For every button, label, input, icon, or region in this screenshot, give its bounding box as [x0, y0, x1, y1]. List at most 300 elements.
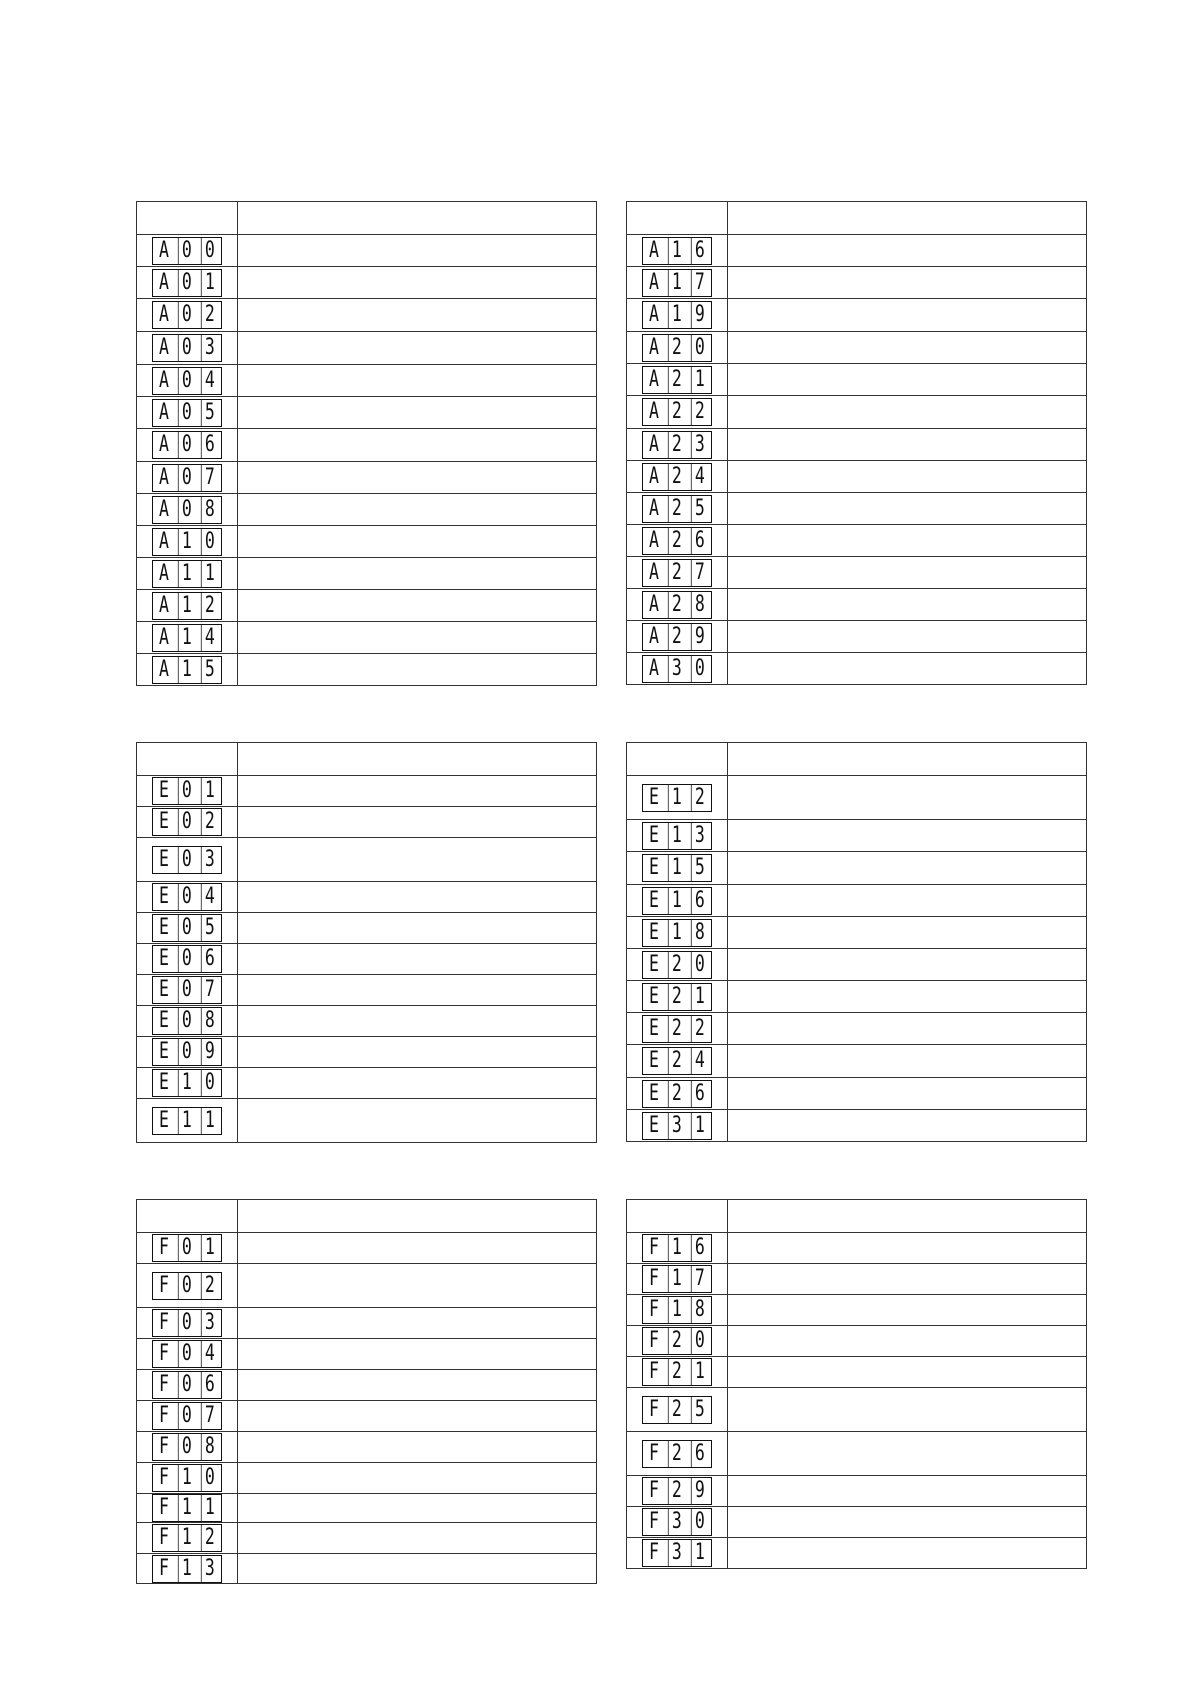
segment-digit: 6	[691, 888, 708, 914]
segment-digit: 1	[178, 1465, 195, 1491]
segment-digit: 2	[201, 809, 218, 835]
segment-digit: F	[649, 1235, 659, 1260]
code-cell	[137, 975, 238, 1006]
segment-digit: 3	[691, 432, 708, 458]
code-cell	[137, 1233, 238, 1264]
table-row	[137, 526, 597, 558]
segment-digit: 3	[668, 1113, 685, 1139]
description-cell	[728, 1110, 1087, 1142]
segment-digit: 8	[201, 1434, 218, 1460]
segment-digit: 1	[178, 529, 195, 555]
description-cell	[728, 364, 1087, 396]
column-header-description	[728, 743, 1087, 776]
segment-digit: F	[649, 1396, 659, 1422]
segment-digit: 1	[201, 1108, 218, 1134]
description-cell	[728, 1295, 1087, 1326]
code-cell	[137, 1037, 238, 1068]
code-cell	[137, 299, 238, 332]
segment-digit: 6	[201, 946, 218, 972]
segment-digit: 1	[201, 1495, 218, 1521]
segment-digit: A	[159, 592, 169, 618]
segment-digit: 0	[178, 809, 195, 835]
table-header-row	[137, 743, 597, 776]
description-cell	[728, 820, 1087, 852]
segment-digit: E	[649, 919, 659, 945]
segment-digit: E	[649, 784, 659, 810]
table-row	[627, 1110, 1087, 1142]
table-header-row	[627, 743, 1087, 776]
table-row	[137, 332, 597, 365]
segment-digit: 1	[178, 561, 195, 587]
seven-segment-code-display	[642, 1358, 712, 1386]
table-header-row	[627, 202, 1087, 235]
table-row	[137, 397, 597, 429]
segment-digit: F	[159, 1372, 169, 1397]
description-cell	[728, 332, 1087, 364]
description-cell	[238, 622, 597, 654]
seven-segment-code-display	[642, 1396, 712, 1424]
code-cell	[627, 267, 728, 299]
segment-digit: A	[649, 334, 659, 360]
segment-digit: 1	[691, 1359, 708, 1385]
table-row	[627, 267, 1087, 299]
description-cell	[238, 365, 597, 397]
segment-digit: 2	[668, 1016, 685, 1042]
segment-digit: 0	[178, 497, 195, 523]
table-row	[137, 807, 597, 838]
seven-segment-code-display	[152, 1309, 222, 1337]
segment-digit: 1	[668, 888, 685, 914]
code-cell	[627, 396, 728, 429]
table-row	[627, 1476, 1087, 1507]
table-row	[627, 1045, 1087, 1078]
segment-digit: 0	[178, 946, 195, 972]
segment-digit: 0	[178, 1341, 195, 1367]
segment-digit: A	[649, 302, 659, 327]
code-cell	[137, 1099, 238, 1143]
description-cell	[728, 885, 1087, 917]
table-row	[627, 1357, 1087, 1388]
seven-segment-code-display	[642, 1296, 712, 1324]
description-cell	[238, 1006, 597, 1037]
seven-segment-code-display	[152, 1555, 222, 1583]
description-cell	[238, 913, 597, 944]
description-cell	[238, 975, 597, 1006]
table-row	[137, 838, 597, 882]
segment-digit: 1	[691, 1113, 708, 1139]
segment-digit: 2	[668, 464, 685, 490]
description-cell	[238, 1037, 597, 1068]
segment-digit: E	[649, 855, 659, 880]
segment-digit: F	[649, 1509, 659, 1534]
table-row	[627, 235, 1087, 267]
table-row	[137, 1006, 597, 1037]
segment-digit: A	[159, 624, 169, 650]
table-row	[627, 1264, 1087, 1295]
segment-digit: 0	[178, 302, 195, 328]
code-cell	[627, 621, 728, 653]
segment-digit: A	[649, 237, 659, 263]
seven-segment-code-display	[642, 301, 712, 329]
segment-digit: A	[159, 656, 169, 682]
segment-digit: 0	[691, 1328, 708, 1354]
segment-digit: 7	[691, 270, 708, 296]
code-cell	[627, 557, 728, 589]
table-row	[137, 1308, 597, 1339]
alarm-code-table-left	[136, 201, 597, 686]
segment-digit: 2	[668, 367, 685, 393]
code-cell	[627, 776, 728, 820]
table-row	[627, 493, 1087, 525]
seven-segment-code-display	[152, 431, 222, 459]
segment-digit: 9	[691, 1478, 708, 1504]
seven-segment-code-display	[642, 591, 712, 619]
segment-digit: 0	[178, 915, 195, 941]
segment-digit: 8	[691, 592, 708, 618]
segment-digit: 0	[178, 368, 195, 394]
segment-digit: 3	[201, 1310, 218, 1336]
table-row	[627, 1388, 1087, 1432]
segment-digit: E	[159, 1039, 169, 1064]
description-cell	[728, 396, 1087, 429]
segment-digit: E	[159, 884, 169, 909]
seven-segment-code-display	[642, 1539, 712, 1567]
code-cell	[137, 494, 238, 526]
segment-digit: 8	[691, 1297, 708, 1323]
table-row	[137, 558, 597, 590]
seven-segment-code-display	[642, 623, 712, 651]
segment-digit: 2	[668, 1328, 685, 1354]
segment-digit: A	[649, 623, 659, 649]
description-cell	[728, 461, 1087, 493]
table-row	[137, 590, 597, 622]
segment-digit: 3	[201, 847, 218, 873]
table-row	[137, 776, 597, 807]
seven-segment-code-display	[642, 951, 712, 979]
segment-digit: 3	[668, 1509, 685, 1535]
seven-segment-code-display	[152, 914, 222, 942]
seven-segment-code-display	[152, 1234, 222, 1262]
segment-digit: A	[159, 399, 169, 425]
segment-digit: 1	[201, 778, 218, 804]
seven-segment-code-display	[642, 887, 712, 915]
segment-digit: 1	[668, 920, 685, 946]
segment-digit: 2	[668, 496, 685, 522]
segment-digit: E	[649, 1048, 659, 1073]
table-row	[627, 557, 1087, 589]
fault-code-table-left	[136, 1199, 597, 1584]
code-cell	[627, 1326, 728, 1357]
segment-digit: 1	[668, 855, 685, 881]
segment-digit: 1	[691, 367, 708, 393]
code-cell	[137, 558, 238, 590]
description-cell	[728, 429, 1087, 461]
segment-digit: E	[159, 946, 169, 971]
table-row	[627, 396, 1087, 429]
table-row	[627, 429, 1087, 461]
error-code-table-right	[626, 742, 1087, 1142]
segment-digit: 5	[201, 657, 218, 683]
column-header-description	[238, 1200, 597, 1233]
segment-digit: A	[159, 464, 169, 490]
segment-digit: 2	[668, 592, 685, 618]
description-cell	[728, 1507, 1087, 1538]
table-row	[137, 654, 597, 686]
segment-digit: F	[649, 1478, 659, 1503]
segment-digit: A	[159, 269, 169, 295]
table-row	[137, 1068, 597, 1099]
description-cell	[728, 949, 1087, 981]
seven-segment-code-display	[642, 1112, 712, 1140]
segment-digit: F	[649, 1359, 659, 1384]
segment-digit: 2	[668, 1478, 685, 1504]
code-cell	[137, 622, 238, 654]
seven-segment-code-display	[642, 1080, 712, 1108]
description-cell	[238, 1554, 597, 1584]
seven-segment-code-display	[642, 269, 712, 297]
table-row	[627, 885, 1087, 917]
segment-digit: 2	[668, 1441, 685, 1467]
code-cell	[137, 332, 238, 365]
table-row	[627, 776, 1087, 820]
segment-digit: 0	[178, 1372, 195, 1398]
description-cell	[238, 1339, 597, 1370]
segment-digit: 4	[691, 464, 708, 490]
code-cell	[137, 1432, 238, 1463]
segment-digit: A	[649, 366, 659, 392]
code-cell	[627, 1538, 728, 1569]
seven-segment-code-display	[152, 808, 222, 836]
segment-digit: 4	[201, 1341, 218, 1367]
segment-digit: 6	[691, 528, 708, 554]
seven-segment-code-display	[642, 366, 712, 394]
table-row	[137, 235, 597, 267]
segment-digit: F	[159, 1465, 169, 1490]
segment-digit: 0	[178, 847, 195, 873]
segment-digit: 4	[201, 368, 218, 394]
segment-digit: 0	[201, 1070, 218, 1096]
segment-digit: A	[159, 432, 169, 457]
segment-digit: 0	[178, 238, 195, 264]
segment-digit: E	[649, 983, 659, 1009]
description-cell	[238, 267, 597, 299]
description-cell	[728, 589, 1087, 621]
segment-digit: 2	[668, 1397, 685, 1423]
segment-digit: 5	[201, 400, 218, 426]
segment-digit: E	[649, 1015, 659, 1041]
segment-digit: E	[159, 809, 169, 834]
segment-digit: A	[159, 560, 169, 586]
code-cell	[137, 397, 238, 429]
seven-segment-code-display	[642, 495, 712, 523]
table-row	[137, 1401, 597, 1432]
code-cell	[137, 838, 238, 882]
segment-digit: 2	[691, 1016, 708, 1042]
description-cell	[728, 1388, 1087, 1432]
segment-digit: 0	[178, 884, 195, 910]
description-cell	[238, 1264, 597, 1308]
description-cell	[238, 654, 597, 686]
segment-digit: 0	[178, 1403, 195, 1429]
segment-digit: 3	[201, 335, 218, 361]
segment-digit: 1	[691, 1540, 708, 1566]
code-cell	[137, 1339, 238, 1370]
segment-digit: 2	[201, 302, 218, 328]
segment-digit: 1	[178, 1495, 195, 1521]
seven-segment-code-display	[152, 399, 222, 427]
segment-digit: 0	[691, 1509, 708, 1535]
segment-digit: 2	[201, 593, 218, 619]
table-row	[627, 1326, 1087, 1357]
segment-digit: 1	[178, 1556, 195, 1582]
seven-segment-code-display	[642, 784, 712, 812]
segment-digit: 9	[201, 1039, 218, 1065]
description-cell	[238, 1494, 597, 1523]
code-cell	[137, 1401, 238, 1432]
seven-segment-code-display	[152, 560, 222, 588]
table-row	[137, 462, 597, 494]
table-row	[627, 1233, 1087, 1264]
segment-digit: 4	[201, 884, 218, 910]
segment-digit: 3	[201, 1556, 218, 1582]
segment-digit: 1	[178, 625, 195, 651]
segment-digit: F	[649, 1266, 659, 1291]
segment-digit: 7	[201, 977, 218, 1003]
segment-digit: A	[649, 559, 659, 585]
code-cell	[627, 493, 728, 525]
description-cell	[728, 235, 1087, 267]
segment-digit: F	[159, 1495, 169, 1520]
segment-digit: A	[159, 302, 169, 327]
segment-digit: A	[649, 431, 659, 457]
table-row	[627, 364, 1087, 396]
table-row	[137, 1370, 597, 1401]
table-row	[137, 882, 597, 913]
segment-digit: 1	[668, 1297, 685, 1323]
code-cell	[627, 917, 728, 949]
description-cell	[238, 1401, 597, 1432]
segment-digit: 1	[691, 984, 708, 1010]
segment-digit: 2	[668, 432, 685, 458]
code-cell	[137, 654, 238, 686]
code-cell	[627, 299, 728, 332]
seven-segment-code-display	[152, 496, 222, 524]
seven-segment-code-display	[642, 983, 712, 1011]
table-row	[137, 1554, 597, 1584]
segment-digit: 0	[178, 465, 195, 491]
seven-segment-code-display	[642, 463, 712, 491]
table-row	[137, 494, 597, 526]
segment-digit: A	[159, 367, 169, 393]
seven-segment-code-display	[152, 777, 222, 805]
table-row	[627, 332, 1087, 364]
segment-digit: A	[159, 496, 169, 522]
table-row	[627, 1507, 1087, 1538]
seven-segment-code-display	[642, 237, 712, 265]
segment-digit: 5	[691, 855, 708, 881]
seven-segment-code-display	[642, 1477, 712, 1505]
table-row	[137, 1099, 597, 1143]
table-row	[137, 1037, 597, 1068]
seven-segment-code-display	[642, 919, 712, 947]
segment-digit: 2	[668, 952, 685, 978]
table-row	[137, 1463, 597, 1494]
seven-segment-code-display	[152, 1464, 222, 1492]
segment-digit: 1	[668, 1235, 685, 1261]
table-row	[137, 913, 597, 944]
description-cell	[238, 838, 597, 882]
description-cell	[728, 525, 1087, 557]
table-row	[627, 1432, 1087, 1476]
code-cell	[137, 913, 238, 944]
seven-segment-code-display	[642, 527, 712, 555]
code-cell	[627, 1507, 728, 1538]
code-cell	[137, 807, 238, 838]
code-cell	[627, 1476, 728, 1507]
segment-digit: 8	[691, 920, 708, 946]
description-cell	[238, 429, 597, 462]
description-cell	[728, 267, 1087, 299]
table-row	[137, 1494, 597, 1523]
segment-digit: A	[159, 237, 169, 263]
code-cell	[627, 1045, 728, 1078]
table-row	[627, 917, 1087, 949]
segment-digit: F	[649, 1540, 659, 1565]
column-header-description	[728, 1200, 1087, 1233]
segment-digit: 2	[668, 528, 685, 554]
segment-digit: 0	[178, 432, 195, 458]
segment-digit: A	[649, 495, 659, 521]
description-cell	[728, 1233, 1087, 1264]
code-cell	[627, 1233, 728, 1264]
description-cell	[728, 776, 1087, 820]
description-cell	[238, 590, 597, 622]
seven-segment-code-display	[642, 655, 712, 683]
segment-digit: F	[159, 1272, 169, 1298]
segment-digit: 2	[201, 1273, 218, 1299]
table-row	[137, 1264, 597, 1308]
segment-digit: 3	[668, 1540, 685, 1566]
description-cell	[728, 917, 1087, 949]
description-cell	[238, 235, 597, 267]
segment-digit: 8	[201, 497, 218, 523]
segment-digit: 7	[201, 465, 218, 491]
segment-digit: 1	[178, 1525, 195, 1551]
alarm-code-table-right	[626, 201, 1087, 685]
code-cell	[627, 1013, 728, 1045]
segment-digit: 0	[178, 1310, 195, 1336]
code-cell	[137, 1264, 238, 1308]
segment-digit: E	[159, 915, 169, 940]
description-cell	[238, 1099, 597, 1143]
description-cell	[238, 807, 597, 838]
segment-digit: 3	[668, 656, 685, 682]
segment-digit: 1	[178, 1108, 195, 1134]
segment-digit: 2	[668, 984, 685, 1010]
code-cell	[137, 462, 238, 494]
table-row	[627, 589, 1087, 621]
segment-digit: 1	[201, 270, 218, 296]
code-cell	[627, 981, 728, 1013]
segment-digit: F	[159, 1555, 169, 1581]
segment-digit: E	[159, 846, 169, 872]
segment-digit: A	[649, 399, 659, 424]
segment-digit: 1	[201, 561, 218, 587]
column-header-code	[627, 1200, 728, 1233]
segment-digit: 2	[668, 1081, 685, 1107]
segment-digit: 7	[691, 560, 708, 586]
segment-digit: 0	[201, 1465, 218, 1491]
